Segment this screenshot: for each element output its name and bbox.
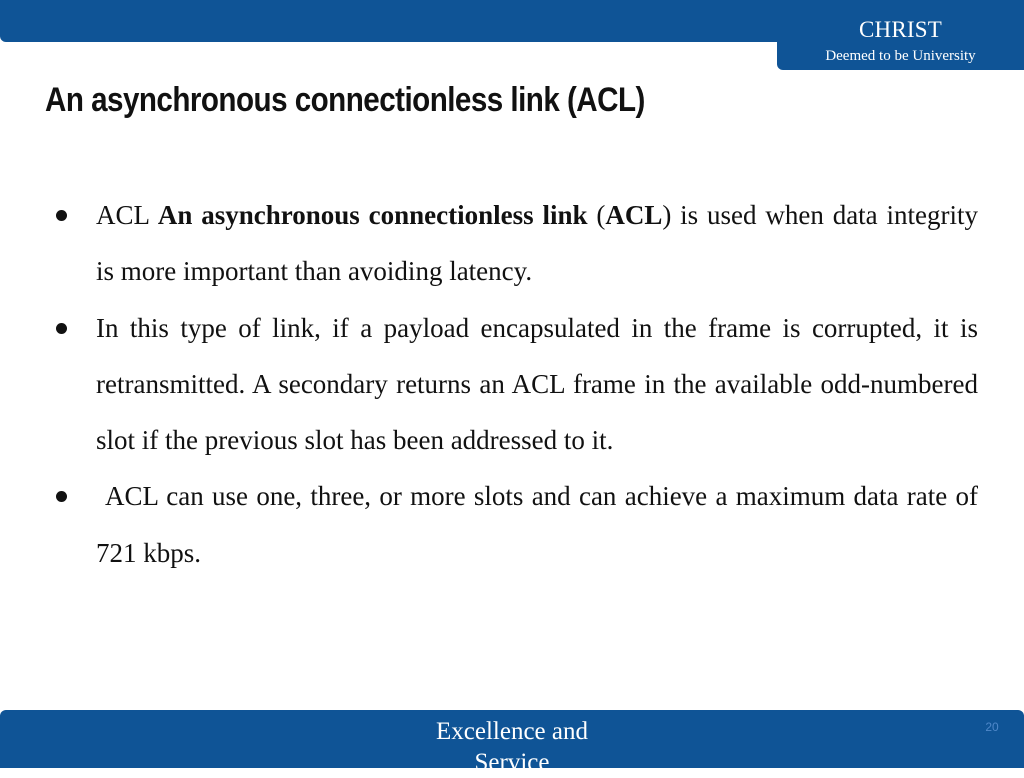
paren-open: ( — [587, 200, 606, 230]
page-number: 20 — [985, 720, 999, 734]
bullet-icon — [56, 210, 67, 221]
bullet-text — [96, 200, 978, 286]
bold-term: An asynchronous connectionless link — [157, 200, 588, 230]
bold-abbreviation: ACL — [605, 200, 663, 230]
bullet-text: In this type of link, if a payload encapsulated in the frame is corrupted, it is retransmitted. A secondary returns an ACL frame in the available odd-numbered slot if the previous slot has been addressed to it. — [96, 312, 978, 456]
brand-subtitle: Deemed to be University — [825, 48, 976, 64]
bullet-item-acl-definition — [52, 187, 978, 300]
bullet-list — [52, 187, 978, 581]
footer-bar — [0, 710, 1024, 776]
university-brand — [777, 0, 1024, 70]
bullet-text: ACL can use one, three, or more slots and can achieve a maximum data rate of 721 kbps. — [96, 481, 978, 568]
bullet-icon — [56, 323, 67, 334]
bullet-suffix: ) is used when data integrity is more important than avoiding latency. — [96, 200, 978, 287]
bullet-item-retransmission — [52, 300, 978, 469]
bullet-prefix: ACL — [96, 200, 158, 230]
slide-title: An asynchronous connectionless link (ACL) — [45, 81, 645, 119]
footer-motto: Excellence and Service — [436, 718, 588, 776]
brand-name: CHRIST — [859, 17, 942, 42]
bullet-item-data-rate — [52, 468, 978, 581]
bullet-icon — [56, 491, 67, 502]
